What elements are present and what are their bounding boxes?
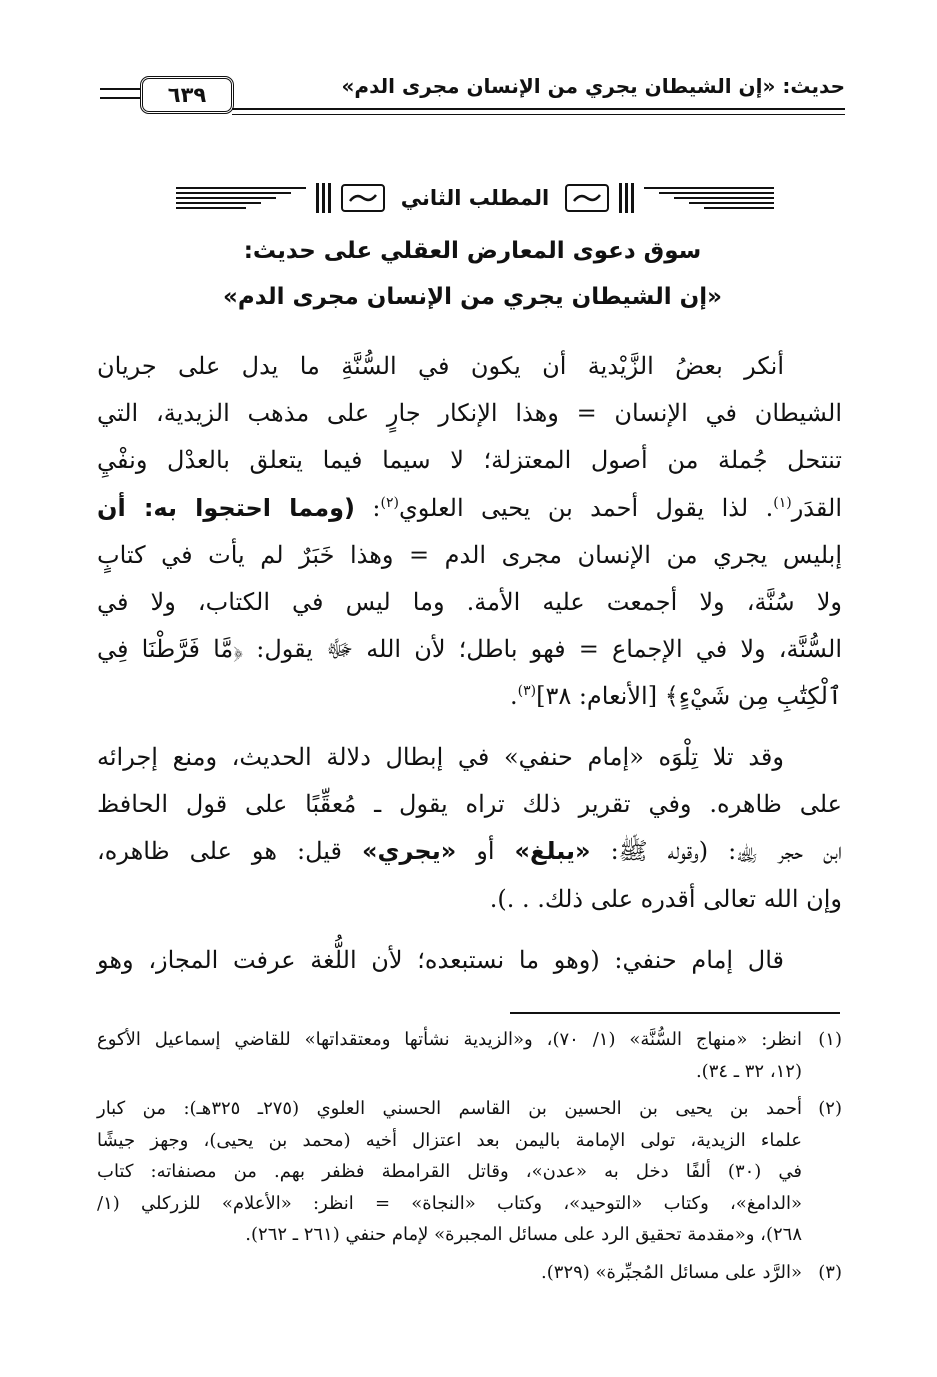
footnote-line: انظر: «منهاج السُّنَّة» (١/ ٧٠)، و«الزيدية نشأتها ومعتقداتها» للقاضي إسماعيل الأكوع <box>97 1029 802 1050</box>
text-line: ولا سُنَّة، ولا أجمعت عليه الأمة. وما ليس في الكتاب، ولا في <box>97 587 843 616</box>
footnote-number: (٣) <box>818 1261 842 1283</box>
text-line: أنكر بعضُ الزَّيْدية أن يكون في السُّنَّةِ ما يدل على جريان <box>97 352 784 380</box>
footnote-number: (١) <box>818 1029 842 1050</box>
footnote-ref: (٢) <box>380 494 399 511</box>
text-fragment: قيل: هو على ظاهره، <box>97 837 362 866</box>
text-line: وقد تلا تِلْوَه «إمام حنفي» في إبطال دلالة الحديث، ومنع إجرائه <box>97 743 784 771</box>
footnote-2 <box>97 1093 842 1251</box>
ornament-bars <box>316 183 331 213</box>
quoted-word: «يجري» <box>362 837 457 866</box>
header-double-line <box>100 88 140 99</box>
footnote-line: «الدامغ»، وكتاب «التوحيد»، وكتاب «النجاة» = انظر: «الأعلام» للزركلي (١/ <box>97 1192 802 1214</box>
footnote-number: (٢) <box>818 1098 842 1119</box>
footnote-ref: (٣) <box>517 683 537 700</box>
text-line: قال إمام حنفي: (وهو ما نستبعده؛ لأن اللُّغة عرفت المجاز، وهو <box>97 946 784 974</box>
footnote-line: (١٢، ٣٢ ـ ٣٤). <box>695 1060 802 1082</box>
text-line: على ظاهره. وفي تقرير ذلك تراه يقول ـ مُعقِّبًا على قول الحافظ <box>97 790 842 819</box>
text-line: إبليس يجري من الإنسان مجرى الدم = وهذا خَبَرٌ لم يأت في كتابٍ <box>97 540 842 569</box>
text-fragment: القدَر <box>791 493 842 522</box>
quote-bold: (ومما احتجوا به: أن <box>97 493 355 522</box>
ornament-swirl-icon <box>565 184 609 212</box>
ornament-stripes-right <box>644 187 774 209</box>
topic-title-line2: «إن الشيطان يجري من الإنسان مجرى الدم» <box>223 284 722 310</box>
running-header <box>100 72 845 122</box>
footnote-3 <box>97 1257 842 1289</box>
paragraph-1 <box>97 343 842 721</box>
text-fragment: أو <box>456 837 515 866</box>
footnote-line: أحمد بن يحيى بن الحسين بن القاسم الحسني العلوي (٢٧٥ـ ٣٢٥هـ): من كبار <box>97 1098 803 1119</box>
text-line: وإن الله تعالى أقدره على ذلك. . .). <box>489 884 842 913</box>
text-line <box>97 485 842 532</box>
text-line: الشيطان في الإنسان = وهذا الإنكار جارٍ على مذهب الزيدية، التي <box>97 399 842 428</box>
ornament-swirl-icon <box>341 184 385 212</box>
text-line: تنتحل جُملة من أصول المعتزلة؛ لا سيما فيما يتعلق بالعدْل ونفْيِ <box>97 446 842 475</box>
text-line: السُّنَّة، ولا في الإجماع = فهو باطل؛ لأن الله ﷻ يقول: ﴿مَّا فَرَّطْنَا فِي <box>97 635 843 664</box>
text-fragment: . لذا يقول أحمد بن يحيى العلوي <box>398 493 774 522</box>
ornament-bars <box>619 183 634 213</box>
footnote-line: ٢٦٨)، و«مقدمة تحقيق الرد على مسائل المجبرة» لإمام حنفي (٢٦١ ـ ٢٦٢). <box>245 1224 802 1245</box>
section-heading <box>165 178 785 218</box>
text-line <box>97 828 842 875</box>
topic-title-line1: سوق دعوى المعارض العقلي على حديث: <box>243 238 702 264</box>
page-number: ٦٣٩ <box>140 76 234 114</box>
text-fragment: ابن حجر ﵀: (وقوله ﷺ: <box>590 837 842 866</box>
header-rule <box>232 108 845 115</box>
footnote-separator <box>510 1012 840 1014</box>
footnote-line: «الرَّد على مسائل المُجبِّرة» (٣٢٩). <box>541 1261 802 1283</box>
paragraph-2 <box>97 734 842 923</box>
ornament-stripes-left <box>176 187 306 209</box>
footnote-line: علماء الزيدية، تولى الإمامة باليمن بعد اعتزال أخيه (محمد بن يحيى)، وجهز جيشًا <box>97 1129 802 1151</box>
footnote-1 <box>97 1024 842 1087</box>
running-title: حديث: «إن الشيطان يجري من الإنسان مجرى الدم» <box>341 74 845 98</box>
quoted-word: «يبلغ» <box>514 837 591 866</box>
text-fragment: : <box>354 493 381 522</box>
footnotes <box>97 1024 842 1294</box>
footnote-line: في (٣٠) ألفًا دخل به «عدن»، وقاتل القرامطة فظفر بهم. من مصنفاته: كتاب <box>97 1161 802 1182</box>
text-fragment: ٱلْكِتَٰبِ مِن شَيْءٍ﴾ [الأنعام: ٣٨] <box>536 682 842 711</box>
section-label: المطلب الثاني <box>400 186 550 210</box>
text-line <box>97 673 842 720</box>
paragraph-3 <box>97 937 842 984</box>
text-fragment: . <box>509 682 518 711</box>
footnote-ref: (١) <box>773 494 792 511</box>
